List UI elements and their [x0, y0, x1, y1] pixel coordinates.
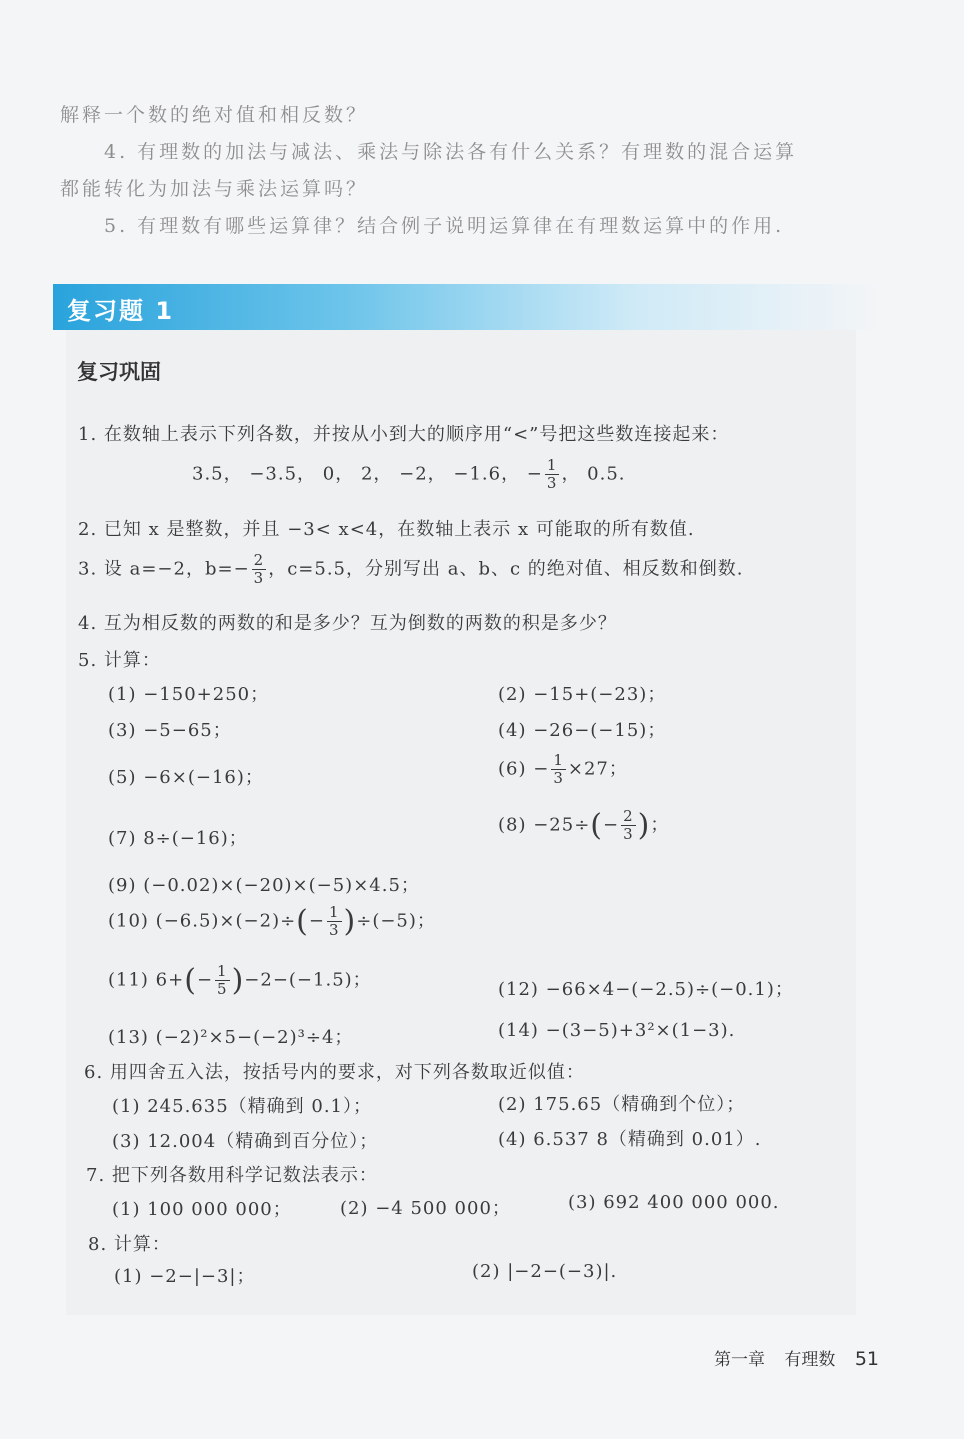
q5-p8-b: ； — [650, 814, 670, 836]
banner-title: 复习题 1 — [67, 297, 175, 325]
q5-p6-b: ×27； — [567, 758, 628, 780]
q5-part-9: (9) (−0.02)×(−20)×(−5)×4.5； — [108, 875, 420, 896]
q1-numbers-a: 3.5， −3.5， 0， 2， −2， −1.6， − — [192, 463, 543, 485]
q5-p10-a: (10) (−6.5)×(−2)÷ — [108, 910, 297, 932]
denominator: 3 — [328, 921, 340, 939]
q5-part-4: (4) −26−(−15)； — [498, 720, 667, 741]
q5-part-3: (3) −5−65； — [108, 720, 232, 741]
q3-text-a: 3. 设 a=−2，b=− — [78, 558, 250, 580]
q6-part-2: (2) 175.65（精确到个位）； — [498, 1094, 746, 1115]
right-paren: ) — [231, 963, 245, 998]
numerator: 1 — [217, 962, 228, 980]
numerator: 2 — [623, 807, 634, 825]
q5-part-5: (5) −6×(−16)； — [108, 767, 264, 788]
question-2: 2. 已知 x 是整数，并且 −3< x<4，在数轴上表示 x 可能取的所有数值. — [78, 519, 695, 540]
numerator: 2 — [253, 551, 265, 569]
question-6-title: 6. 用四舍五入法，按括号内的要求，对下列各数取近似值： — [84, 1062, 585, 1083]
section-banner — [53, 284, 883, 330]
q5-p10-b: ÷(−5)； — [356, 910, 436, 932]
q5-part-1: (1) −150+250； — [108, 684, 270, 705]
denominator: 3 — [253, 569, 265, 587]
q5-part-11: (11) 6+(− $\frac{1}{5}$ )−2−(−1.5)； — [108, 962, 372, 998]
denominator: 5 — [217, 980, 228, 998]
q5-p6-a: (6) − — [498, 758, 550, 780]
q8-part-2: (2) |−2−(−3)|. — [472, 1261, 618, 1282]
numerator: 1 — [546, 456, 558, 474]
q7-part-1: (1) 100 000 000； — [112, 1199, 292, 1220]
intro-question-4: 4. 有理数的加法与减法、乘法与除法各有什么关系？有理数的混合运算 — [104, 141, 798, 163]
q5-part-10: (10) (−6.5)×(−2)÷(− $\frac{1}{3}$ )÷(−5)； — [108, 903, 436, 939]
question-5-title: 5. 计算： — [78, 650, 161, 671]
q5-part-12: (12) −66×4−(−2.5)÷(−0.1)； — [498, 979, 794, 1000]
fraction — [551, 752, 566, 787]
question-1: 1. 在数轴上表示下列各数，并按从小到大的顺序用“<”号把这些数连接起来： — [78, 424, 730, 445]
q6-part-1: (1) 245.635（精确到 0.1）； — [112, 1096, 373, 1117]
question-3 — [78, 552, 744, 587]
denominator: 3 — [553, 769, 564, 787]
question-4: 4. 互为相反数的两数的和是多少？互为倒数的两数的积是多少？ — [78, 613, 617, 634]
left-paren: ( — [590, 808, 604, 843]
section-title: 复习巩固 — [77, 360, 161, 384]
numerator: 1 — [553, 751, 564, 769]
denominator: 3 — [546, 474, 558, 492]
q1-numbers-b: ， 0.5. — [561, 463, 626, 485]
q6-part-4: (4) 6.537 8（精确到 0.01）. — [498, 1129, 762, 1150]
q5-part-8: (8) −25÷(− $\frac{2}{3}$ )； — [498, 807, 670, 843]
right-paren: ) — [343, 904, 357, 939]
fraction — [327, 904, 342, 939]
left-paren: ( — [184, 963, 197, 998]
intro-question-5: 5. 有理数有哪些运算律？结合例子说明运算律在有理数运算中的作用. — [104, 215, 785, 237]
q5-part-14: (14) −(3−5)+3²×(1−3). — [498, 1020, 736, 1041]
q5-p11-b: −2−(−1.5)； — [244, 969, 372, 991]
q3-text-b: ，c=5.5，分别写出 a、b、c 的绝对值、相反数和倒数. — [268, 558, 744, 580]
fraction — [215, 963, 230, 998]
q5-p11-a: (11) 6+ — [108, 969, 185, 991]
fraction — [252, 552, 267, 587]
q7-part-3: (3) 692 400 000 000. — [568, 1192, 780, 1213]
intro-line: 解释一个数的绝对值和相反数？ — [60, 104, 369, 126]
page-number: 51 — [854, 1348, 879, 1370]
question-8-title: 8. 计算： — [88, 1234, 171, 1255]
q5-part-2: (2) −15+(−23)； — [498, 684, 667, 705]
q7-part-2: (2) −4 500 000； — [340, 1198, 511, 1219]
chapter-title: 有理数 — [784, 1350, 836, 1370]
q8-part-1: (1) −2−|−3|； — [114, 1266, 256, 1287]
page-footer — [714, 1345, 879, 1370]
question-1-numbers — [192, 457, 626, 492]
fraction — [545, 457, 560, 492]
q5-p8-a: (8) −25÷ — [498, 814, 591, 836]
numerator: 1 — [328, 903, 340, 921]
intro-line: 都能转化为加法与乘法运算吗？ — [60, 178, 369, 200]
q6-part-3: (3) 12.004（精确到百分位）； — [112, 1131, 379, 1152]
q5-part-7: (7) 8÷(−16)； — [108, 828, 248, 849]
left-paren: ( — [296, 904, 309, 939]
right-paren: ) — [637, 808, 651, 843]
q5-part-6 — [498, 752, 628, 787]
fraction — [621, 808, 636, 843]
chapter-number: 第一章 — [714, 1350, 765, 1370]
q5-part-13: (13) (−2)²×5−(−2)³÷4； — [108, 1027, 354, 1048]
question-7-title: 7. 把下列各数用科学记数法表示： — [86, 1165, 378, 1186]
denominator: 3 — [623, 825, 634, 843]
